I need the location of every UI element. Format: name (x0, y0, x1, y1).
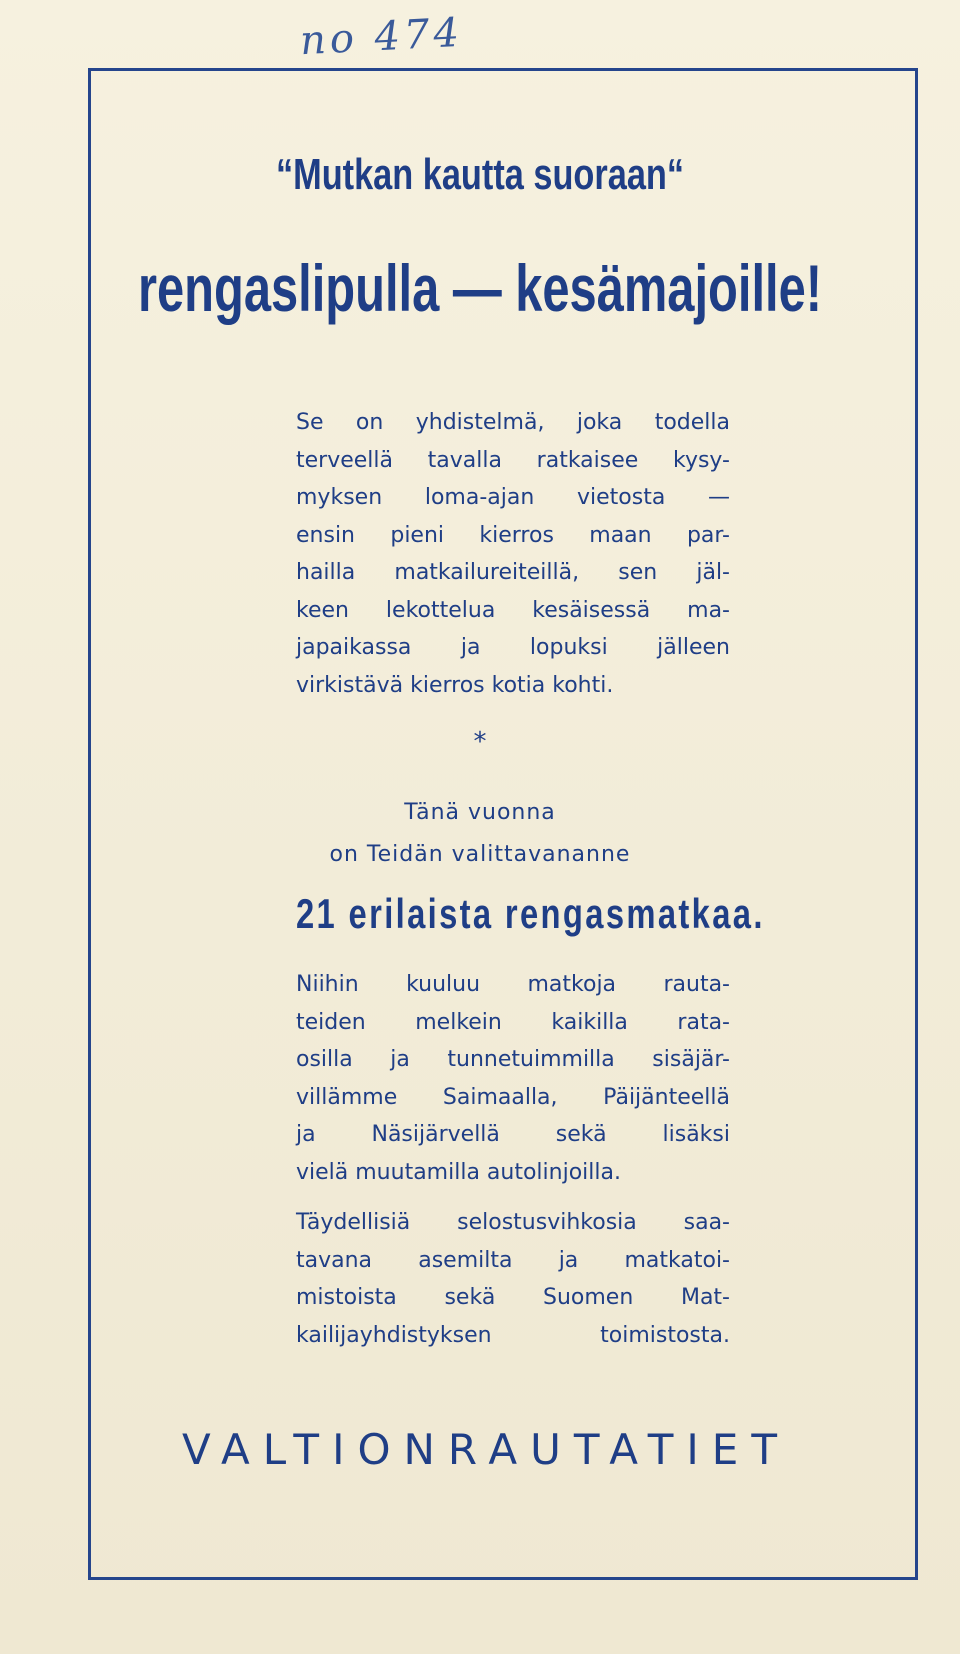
publisher-name: VALTIONRAUTATIET (182, 1425, 790, 1474)
routes-line: villämme Saimaalla, Päijänteellä (296, 1084, 730, 1110)
info-line: kailijayhdistyksen toimistosta. (296, 1322, 730, 1348)
routes-line: osilla ja tunnetuimmilla sisäjär- (296, 1047, 730, 1072)
handwritten-catalog-number: no 474 (298, 9, 464, 65)
info-line: Täydellisiä selostusvihkosia saa- (296, 1210, 730, 1235)
offer-highlight: 21 erilaista rengasmatkaa. (296, 890, 765, 937)
intro-line: ensin pieni kierros maan par- (296, 522, 730, 548)
intro-line: terveellä tavalla ratkaisee kysy- (296, 447, 730, 473)
routes-paragraph (296, 966, 730, 1191)
intro-line: myksen loma-ajan vietosta — (296, 485, 730, 510)
info-paragraph (296, 1204, 730, 1354)
routes-line: Niihin kuuluu matkoja rauta- (296, 972, 730, 997)
offer-line-1: Tänä vuonna (404, 800, 556, 825)
asterisk-separator: * (473, 727, 487, 757)
intro-line: virkistävä kierros kotia kohti. (296, 672, 614, 698)
intro-paragraph (296, 404, 730, 704)
intro-line: Se on yhdistelmä, joka todella (296, 410, 730, 435)
intro-line: japaikassa ja lopuksi jälleen (296, 635, 730, 660)
intro-line: hailla matkailureiteillä, sen jäl- (296, 560, 730, 585)
intro-line: keen lekottelua kesäisessä ma- (296, 597, 730, 623)
headline-slogan: “Mutkan kautta suoraan“ (275, 150, 685, 199)
info-line: tavana asemilta ja matkatoi- (296, 1247, 730, 1273)
offer-line-2: on Teidän valittavananne (329, 842, 631, 867)
routes-line: ja Näsijärvellä sekä lisäksi (296, 1122, 730, 1147)
headline-main: rengaslipulla — kesämajoille! (137, 251, 823, 325)
routes-line: teiden melkein kaikilla rata- (296, 1009, 730, 1035)
info-line: mistoista sekä Suomen Mat- (296, 1285, 730, 1310)
routes-line: vielä muutamilla autolinjoilla. (296, 1159, 621, 1185)
